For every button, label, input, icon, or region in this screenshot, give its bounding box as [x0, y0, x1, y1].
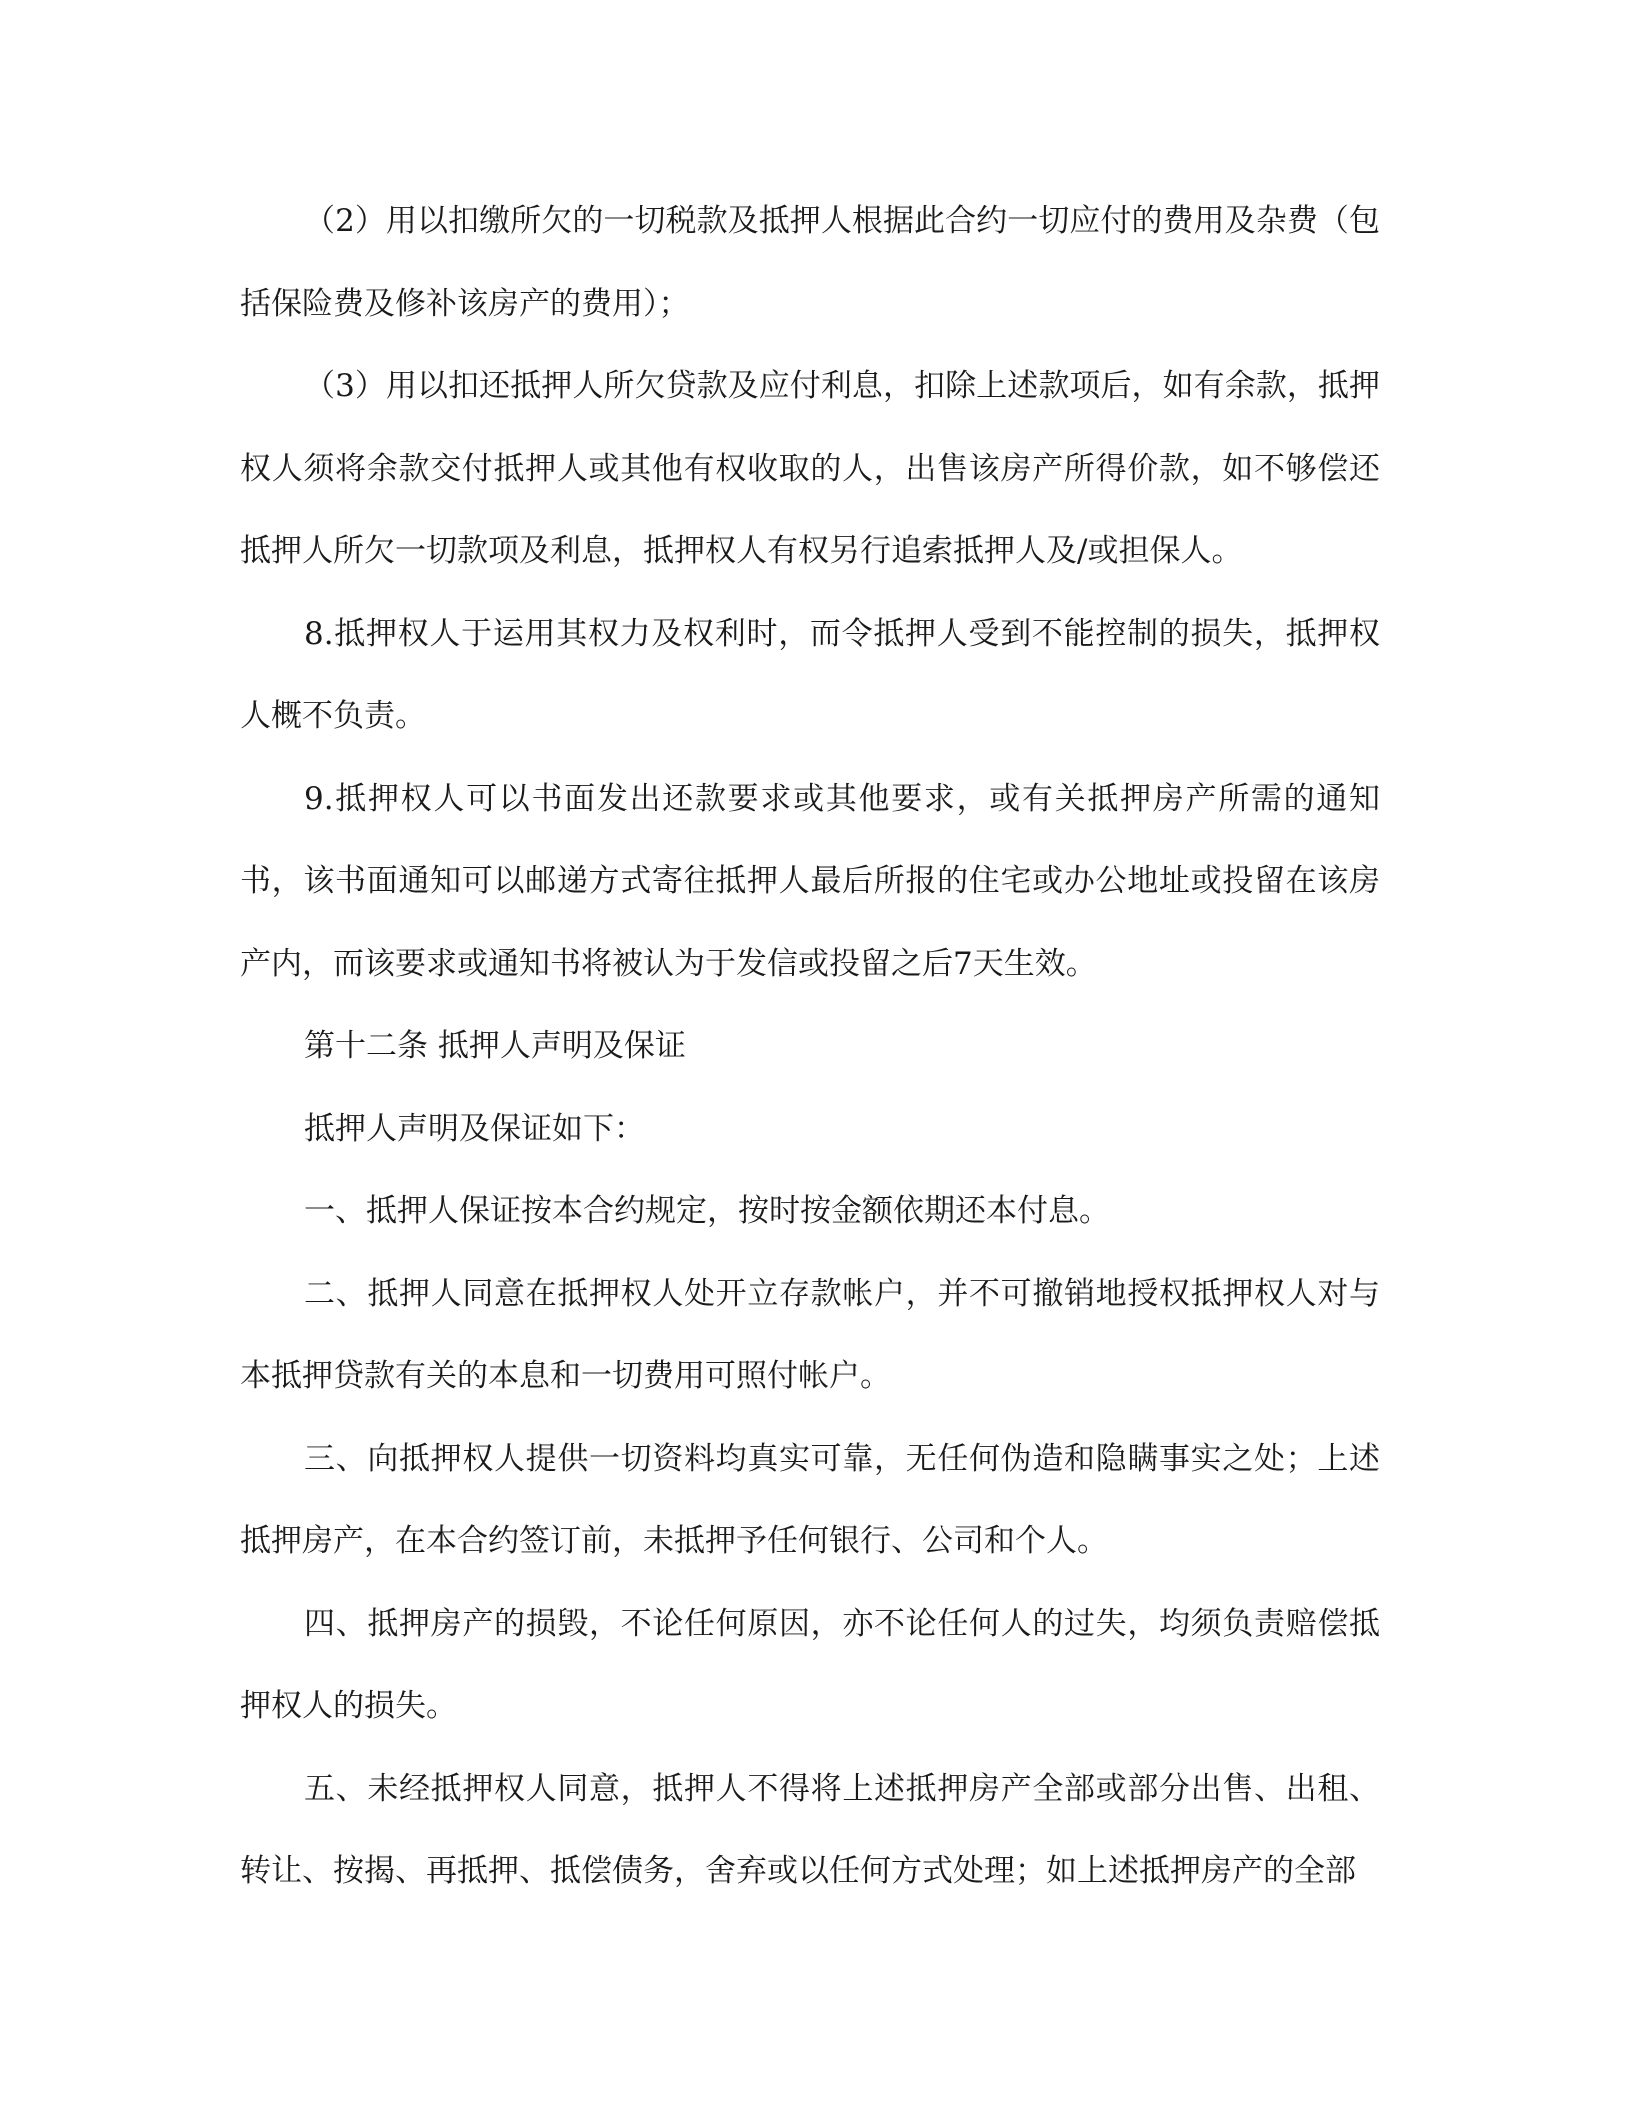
article-12-heading: 第十二条 抵押人声明及保证 — [304, 1028, 686, 1064]
paragraph-item-8: 8.抵押权人于运用其权力及权利时，而令抵押人受到不能控制的损失，抵押权人概不负责。 — [240, 615, 1380, 734]
paragraph-declaration-intro: 抵押人声明及保证如下： — [304, 1110, 645, 1147]
paragraph-clause-2: （2）用以扣缴所欠的一切税款及抵押人根据此合约一切应付的费用及杂费（包括保险费及修补该房产的费用）； — [240, 203, 1380, 322]
document-body — [240, 180, 1380, 1913]
paragraph-point-1: 一、抵押人保证按本合约规定，按时按金额依期还本付息。 — [304, 1193, 1110, 1229]
paragraph-point-3: 三、向抵押权人提供一切资料均真实可靠，无任何伪造和隐瞒事实之处；上述抵押房产，在本合约签订前，未抵押予任何银行、公司和个人。 — [240, 1440, 1380, 1559]
paragraph-point-4: 四、抵押房产的损毁，不论任何原因，亦不论任何人的过失，均须负责赔偿抵押权人的损失。 — [240, 1605, 1380, 1724]
paragraph-point-5: 五、未经抵押权人同意，抵押人不得将上述抵押房产全部或部分出售、出租、转让、按揭、再抵押、抵偿债务，舍弃或以任何方式处理；如上述抵押房产的全部 — [240, 1770, 1380, 1889]
paragraph-point-2: 二、抵押人同意在抵押权人处开立存款帐户，并不可撤销地授权抵押权人对与本抵押贷款有关的本息和一切费用可照付帐户。 — [240, 1275, 1380, 1394]
paragraph-item-9: 9.抵押权人可以书面发出还款要求或其他要求，或有关抵押房产所需的通知书，该书面通知可以邮递方式寄往抵押人最后所报的住宅或办公地址或投留在该房产内，而该要求或通知书将被认为于发信或投留之后7天生效。 — [240, 780, 1380, 982]
paragraph-clause-3: （3）用以扣还抵押人所欠贷款及应付利息，扣除上述款项后，如有余款，抵押权人须将余款交付抵押人或其他有权收取的人，出售该房产所得价款，如不够偿还抵押人所欠一切款项及利息，抵押权人有权另行追索抵押人及/或担保人。 — [240, 368, 1380, 569]
